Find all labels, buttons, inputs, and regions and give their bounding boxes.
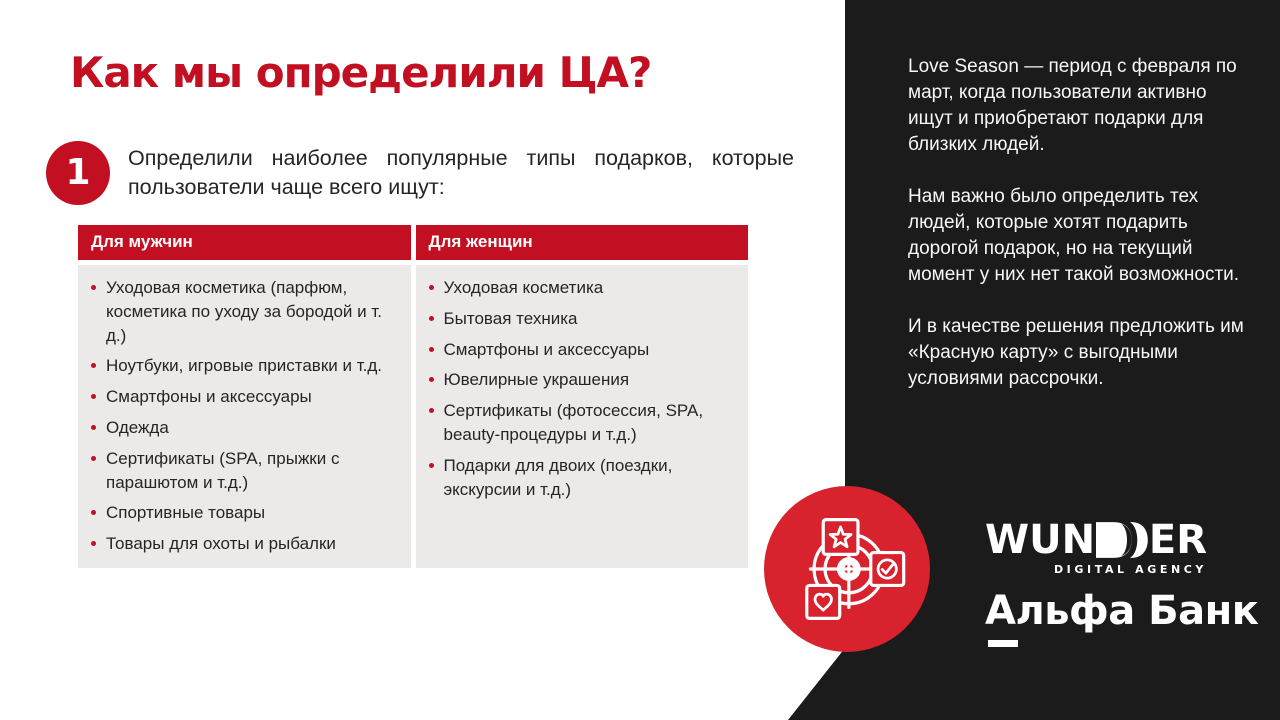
- list-item-text: Подарки для двоих (поездки, экскурсии и т.д.): [443, 455, 673, 499]
- list-item: [429, 368, 737, 392]
- list-item: [91, 532, 399, 556]
- intro-text: Определили наиболее популярные типы подарков, которые пользователи чаще всего ищут:: [128, 146, 794, 200]
- panel-paragraph-goal: Нам важно было определить тех людей, которые хотят подарить дорогой подарок, но на текущий момент у них нет такой возможности.: [908, 186, 1240, 286]
- table-header-row: [78, 225, 748, 260]
- list-item-text: Одежда: [106, 417, 169, 437]
- star-icon: [823, 520, 858, 555]
- column-header-men: Для мужчин: [78, 225, 411, 260]
- panel-paragraph-love-season: Love Season — период с февраля по март, когда пользователи активно ищут и приобретают подарки для близких людей.: [908, 56, 1237, 156]
- list-item: [91, 276, 399, 347]
- list-item-text: Уходовая косметика (парфюм, косметика по уходу за бородой и т. д.): [106, 278, 382, 345]
- list-item-text: Смартфоны и аксессуары: [443, 339, 650, 359]
- target-audience-icon: [783, 505, 911, 633]
- list-item-text: Сертификаты (SPA, прыжки с парашютом и т.д.): [106, 448, 340, 492]
- bullet-dot: [429, 408, 434, 413]
- alfa-bank-underline: [988, 640, 1018, 647]
- bullet-dot: [91, 456, 96, 461]
- column-men-list: [78, 265, 411, 568]
- panel-paragraph-solution: И в качестве решения предложить им «Красную карту» с выгодными условиями рассрочки.: [908, 316, 1244, 390]
- list-item-text: Бытовая техника: [443, 308, 578, 328]
- bullet-dot: [429, 316, 434, 321]
- wunder-text-left: WUN: [985, 517, 1096, 563]
- bullet-dot: [91, 541, 96, 546]
- list-item-text: Спортивные товары: [106, 503, 266, 523]
- step-number: 1: [65, 152, 91, 193]
- list-item: [429, 307, 737, 331]
- check-icon: [871, 553, 904, 586]
- step-number-badge: [46, 141, 110, 205]
- bullet-dot: [91, 285, 96, 290]
- side-panel-text: [908, 54, 1244, 418]
- list-item-text: Ювелирные украшения: [443, 370, 630, 390]
- list-item-text: Смартфоны и аксессуары: [106, 387, 312, 407]
- wunder-logo: [985, 517, 1207, 576]
- list-item: [91, 354, 399, 378]
- list-item-text: Ноутбуки, игровые приставки и т.д.: [106, 356, 382, 376]
- gift-types-table: [78, 225, 748, 568]
- table-body: [78, 265, 748, 568]
- wunder-double-d-glyph: [1096, 520, 1148, 560]
- list-item: [429, 338, 737, 362]
- heart-icon: [807, 585, 840, 618]
- list-item: [429, 454, 737, 502]
- list-item-text: Сертификаты (фотосессия, SPA, beauty-процедуры и т.д.): [443, 401, 704, 444]
- bullet-dot: [91, 425, 96, 430]
- list-item: [91, 385, 399, 409]
- bullet-dot: [91, 510, 96, 515]
- alfa-bank-logo: Альфа Банк: [985, 588, 1259, 634]
- bullet-dot: [429, 347, 434, 352]
- wunder-text-right: ER: [1148, 517, 1207, 563]
- list-item: [91, 447, 399, 495]
- column-header-women: Для женщин: [416, 225, 749, 260]
- page-title: Как мы определили ЦА?: [70, 48, 652, 97]
- wunder-wordmark: [985, 517, 1207, 563]
- list-item-text: Товары для охоты и рыбалки: [106, 534, 336, 554]
- list-item: [429, 399, 737, 447]
- bullet-dot: [429, 285, 434, 290]
- column-women-list: [416, 265, 749, 568]
- list-item: [91, 416, 399, 440]
- bullet-dot: [91, 394, 96, 399]
- audience-circle-badge: [764, 486, 930, 652]
- bullet-dot: [429, 463, 434, 468]
- bullet-dot: [429, 377, 434, 382]
- list-item: [429, 276, 737, 300]
- bullet-dot: [91, 363, 96, 368]
- list-item-text: Уходовая косметика: [443, 278, 604, 297]
- list-item: [91, 501, 399, 525]
- wunder-tagline: DIGITAL AGENCY: [1053, 563, 1207, 576]
